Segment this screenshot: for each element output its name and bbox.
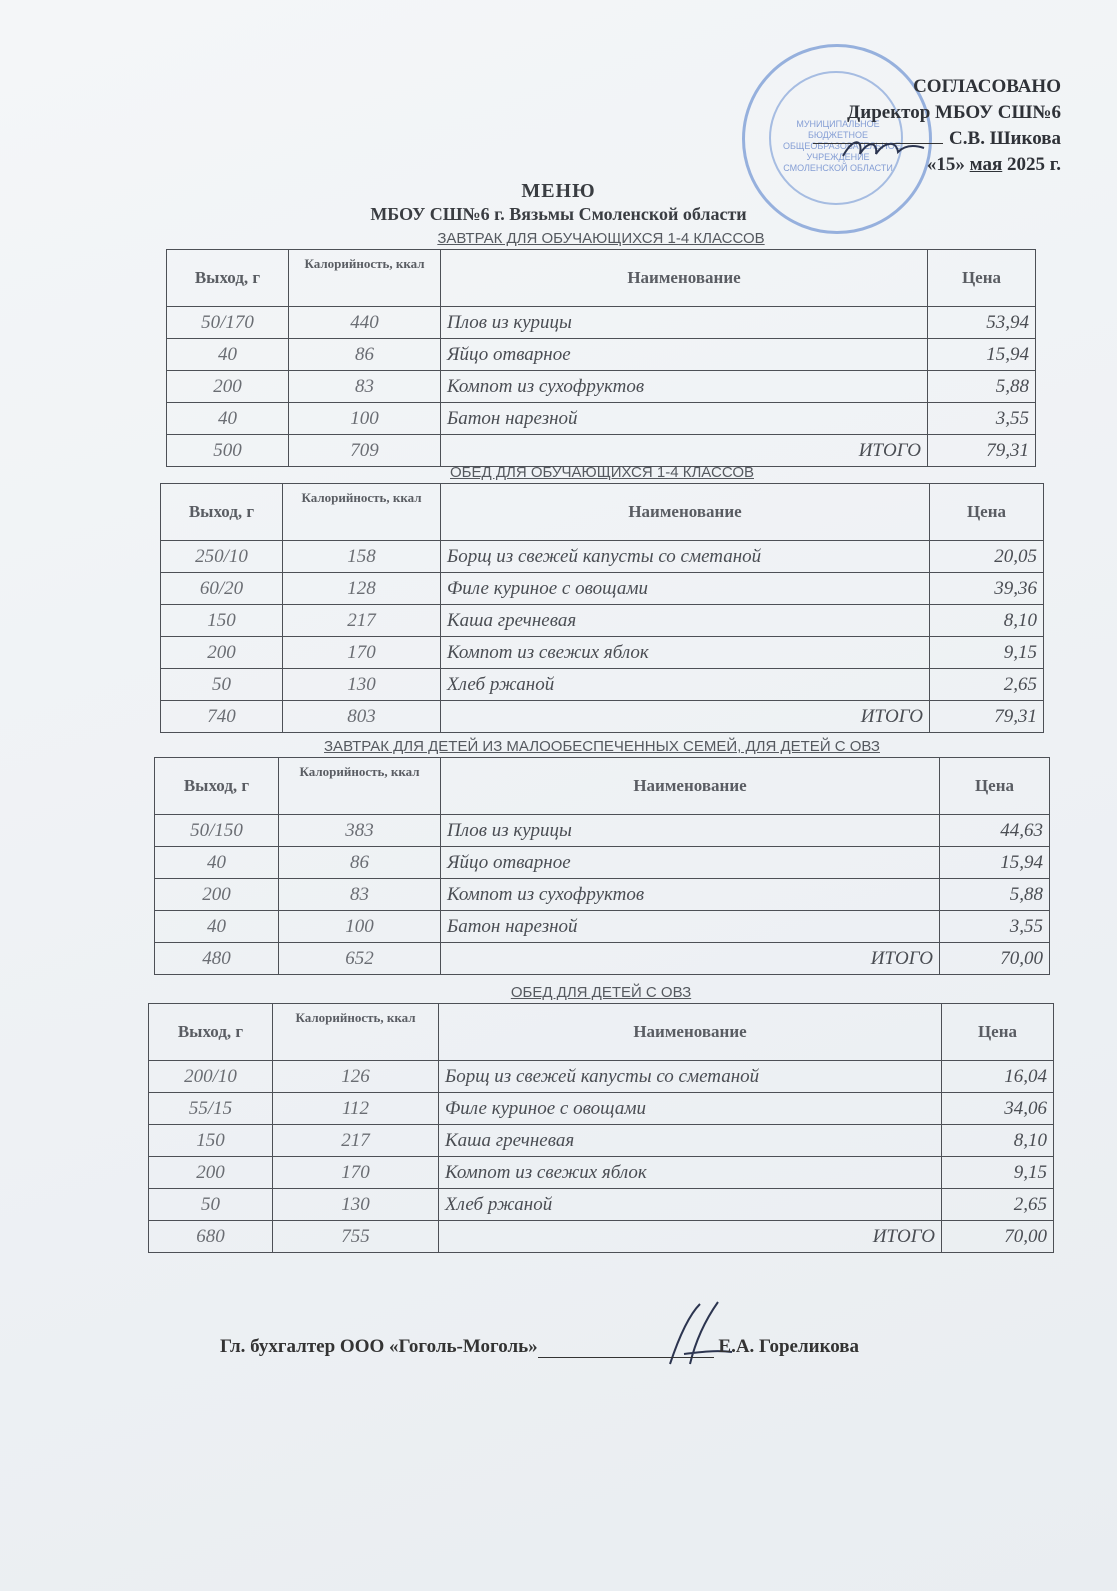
- column-header-price: Цена: [942, 1004, 1054, 1061]
- column-header-price: Цена: [930, 484, 1044, 541]
- cell-name: Филе куриное с овощами: [439, 1093, 942, 1125]
- cell-out: 60/20: [161, 573, 283, 605]
- table-row: [167, 307, 1036, 339]
- cell-name: Филе куриное с овощами: [441, 573, 930, 605]
- cell-total-label: ИТОГО: [439, 1221, 942, 1253]
- table-row: [161, 637, 1044, 669]
- cell-name: Каша гречневая: [439, 1125, 942, 1157]
- cell-out: 200: [161, 637, 283, 669]
- table-total-row: [149, 1221, 1054, 1253]
- cell-out: 40: [155, 911, 279, 943]
- cell-cal: 112: [273, 1093, 439, 1125]
- cell-name: Компот из сухофруктов: [441, 371, 928, 403]
- cell-name: Каша гречневая: [441, 605, 930, 637]
- cell-cal: 170: [273, 1157, 439, 1189]
- cell-price: 34,06: [942, 1093, 1054, 1125]
- cell-name: Компот из свежих яблок: [441, 637, 930, 669]
- menu-table-breakfast-1-4: [166, 249, 1036, 467]
- cell-price: 2,65: [942, 1189, 1054, 1221]
- cell-out: 40: [155, 847, 279, 879]
- table-row: [161, 541, 1044, 573]
- cell-name: Плов из курицы: [441, 307, 928, 339]
- table-total-row: [161, 701, 1044, 733]
- column-header-cal: Калорийность, ккал: [289, 250, 441, 307]
- column-header-name: Наименование: [441, 758, 940, 815]
- table-row: [155, 815, 1050, 847]
- table-row: [161, 573, 1044, 605]
- menu-table-breakfast-low-income: [154, 757, 1050, 975]
- cell-price: 3,55: [928, 403, 1036, 435]
- column-header-out: Выход, г: [161, 484, 283, 541]
- cell-price: 15,94: [940, 847, 1050, 879]
- cell-out: 40: [167, 403, 289, 435]
- cell-cal: 100: [289, 403, 441, 435]
- table-total-row: [155, 943, 1050, 975]
- table-total-row: [167, 435, 1036, 467]
- table-row: [149, 1061, 1054, 1093]
- table-row: [155, 879, 1050, 911]
- cell-price: 16,04: [942, 1061, 1054, 1093]
- column-header-price: Цена: [940, 758, 1050, 815]
- cell-out: 200: [149, 1157, 273, 1189]
- school-name: МБОУ СШ№6 г. Вязьмы Смоленской области: [370, 204, 747, 224]
- cell-total-out: 480: [155, 943, 279, 975]
- cell-total-price: 79,31: [928, 435, 1036, 467]
- table-header-row: [161, 484, 1044, 541]
- approval-date-year: 2025 г.: [1007, 154, 1061, 175]
- cell-total-price: 70,00: [940, 943, 1050, 975]
- cell-out: 50/170: [167, 307, 289, 339]
- column-header-cal: Калорийность, ккал: [279, 758, 441, 815]
- cell-total-out: 740: [161, 701, 283, 733]
- cell-out: 50: [149, 1189, 273, 1221]
- approval-date-day: «15»: [926, 154, 965, 175]
- table-row: [161, 605, 1044, 637]
- column-header-out: Выход, г: [167, 250, 289, 307]
- cell-name: Борщ из свежей капусты со сметаной: [439, 1061, 942, 1093]
- cell-price: 5,88: [928, 371, 1036, 403]
- cell-out: 200/10: [149, 1061, 273, 1093]
- cell-out: 50: [161, 669, 283, 701]
- seal-text: МУНИЦИПАЛЬНОЕ БЮДЖЕТНОЕ ОБЩЕОБРАЗОВАТЕЛЬНОЕ УЧРЕЖДЕНИЕ СМОЛЕНСКОЙ ОБЛАСТИ: [783, 119, 901, 173]
- cell-price: 5,88: [940, 879, 1050, 911]
- cell-total-cal: 652: [279, 943, 441, 975]
- table-row: [167, 403, 1036, 435]
- column-header-name: Наименование: [441, 250, 928, 307]
- table-row: [161, 669, 1044, 701]
- cell-cal: 383: [279, 815, 441, 847]
- section-label-lunch-1-4: ОБЕД ДЛЯ ОБУЧАЮЩИХСЯ 1-4 КЛАССОВ: [450, 464, 754, 481]
- cell-name: Яйцо отварное: [441, 847, 940, 879]
- cell-name: Компот из свежих яблок: [439, 1157, 942, 1189]
- footer-name: Е.А. Гореликова: [718, 1336, 860, 1357]
- cell-total-cal: 755: [273, 1221, 439, 1253]
- cell-out: 150: [149, 1125, 273, 1157]
- cell-cal: 130: [273, 1189, 439, 1221]
- cell-out: 40: [167, 339, 289, 371]
- cell-name: Яйцо отварное: [441, 339, 928, 371]
- document-title: МЕНЮ: [521, 180, 596, 202]
- cell-cal: 126: [273, 1061, 439, 1093]
- approval-date-month: мая: [969, 154, 1003, 175]
- cell-cal: 86: [289, 339, 441, 371]
- section-label-lunch-ovz: ОБЕД ДЛЯ ДЕТЕЙ С ОВЗ: [510, 984, 692, 1001]
- table-header-row: [149, 1004, 1054, 1061]
- cell-out: 55/15: [149, 1093, 273, 1125]
- cell-total-out: 500: [167, 435, 289, 467]
- cell-cal: 100: [279, 911, 441, 943]
- cell-name: Хлеб ржаной: [441, 669, 930, 701]
- cell-price: 44,63: [940, 815, 1050, 847]
- footer-position: Гл. бухгалтер ООО «Гоголь-Моголь»: [220, 1336, 538, 1357]
- cell-name: Плов из курицы: [441, 815, 940, 847]
- table-row: [155, 911, 1050, 943]
- column-header-out: Выход, г: [149, 1004, 273, 1061]
- cell-out: 250/10: [161, 541, 283, 573]
- column-header-out: Выход, г: [155, 758, 279, 815]
- cell-cal: 83: [279, 879, 441, 911]
- accountant-signature-icon: [660, 1294, 740, 1374]
- table-row: [149, 1157, 1054, 1189]
- menu-table-lunch-ovz: [148, 1003, 1054, 1253]
- cell-price: 20,05: [930, 541, 1044, 573]
- table-header-row: [155, 758, 1050, 815]
- approval-name: С.В. Шикова: [949, 128, 1061, 149]
- table-row: [167, 371, 1036, 403]
- cell-total-cal: 803: [283, 701, 441, 733]
- cell-name: Борщ из свежей капусты со сметаной: [441, 541, 930, 573]
- cell-total-label: ИТОГО: [441, 701, 930, 733]
- table-row: [155, 847, 1050, 879]
- approval-title: СОГЛАСОВАНО: [913, 76, 1061, 97]
- column-header-name: Наименование: [439, 1004, 942, 1061]
- cell-name: Батон нарезной: [441, 911, 940, 943]
- cell-price: 3,55: [940, 911, 1050, 943]
- cell-price: 8,10: [930, 605, 1044, 637]
- cell-total-cal: 709: [289, 435, 441, 467]
- cell-total-label: ИТОГО: [441, 435, 928, 467]
- cell-name: Компот из сухофруктов: [441, 879, 940, 911]
- cell-cal: 83: [289, 371, 441, 403]
- column-header-name: Наименование: [441, 484, 930, 541]
- column-header-cal: Калорийность, ккал: [273, 1004, 439, 1061]
- cell-total-price: 79,31: [930, 701, 1044, 733]
- cell-out: 200: [155, 879, 279, 911]
- cell-cal: 128: [283, 573, 441, 605]
- cell-out: 150: [161, 605, 283, 637]
- cell-out: 50/150: [155, 815, 279, 847]
- cell-cal: 170: [283, 637, 441, 669]
- cell-cal: 86: [279, 847, 441, 879]
- cell-cal: 130: [283, 669, 441, 701]
- cell-out: 200: [167, 371, 289, 403]
- signature-blank: [538, 1337, 714, 1358]
- cell-total-price: 70,00: [942, 1221, 1054, 1253]
- section-label-breakfast-1-4: ЗАВТРАК ДЛЯ ОБУЧАЮЩИХСЯ 1-4 КЛАССОВ: [437, 230, 765, 247]
- cell-price: 8,10: [942, 1125, 1054, 1157]
- director-signature-icon: [838, 128, 928, 168]
- cell-cal: 440: [289, 307, 441, 339]
- cell-price: 2,65: [930, 669, 1044, 701]
- cell-price: 53,94: [928, 307, 1036, 339]
- cell-cal: 217: [283, 605, 441, 637]
- cell-total-label: ИТОГО: [441, 943, 940, 975]
- cell-name: Хлеб ржаной: [439, 1189, 942, 1221]
- column-header-cal: Калорийность, ккал: [283, 484, 441, 541]
- cell-price: 15,94: [928, 339, 1036, 371]
- cell-total-out: 680: [149, 1221, 273, 1253]
- column-header-price: Цена: [928, 250, 1036, 307]
- table-row: [149, 1125, 1054, 1157]
- table-row: [149, 1093, 1054, 1125]
- footer-signature-line: [220, 1336, 859, 1358]
- menu-table-lunch-1-4: [160, 483, 1044, 733]
- cell-name: Батон нарезной: [441, 403, 928, 435]
- table-header-row: [167, 250, 1036, 307]
- cell-price: 9,15: [942, 1157, 1054, 1189]
- table-row: [167, 339, 1036, 371]
- cell-price: 39,36: [930, 573, 1044, 605]
- cell-price: 9,15: [930, 637, 1044, 669]
- table-row: [149, 1189, 1054, 1221]
- approval-position: Директор МБОУ СШ№6: [847, 102, 1061, 123]
- cell-cal: 217: [273, 1125, 439, 1157]
- section-label-breakfast-low-income: ЗАВТРАК ДЛЯ ДЕТЕЙ ИЗ МАЛООБЕСПЕЧЕННЫХ СЕМЕЙ, ДЛЯ ДЕТЕЙ С ОВЗ: [324, 738, 880, 755]
- cell-cal: 158: [283, 541, 441, 573]
